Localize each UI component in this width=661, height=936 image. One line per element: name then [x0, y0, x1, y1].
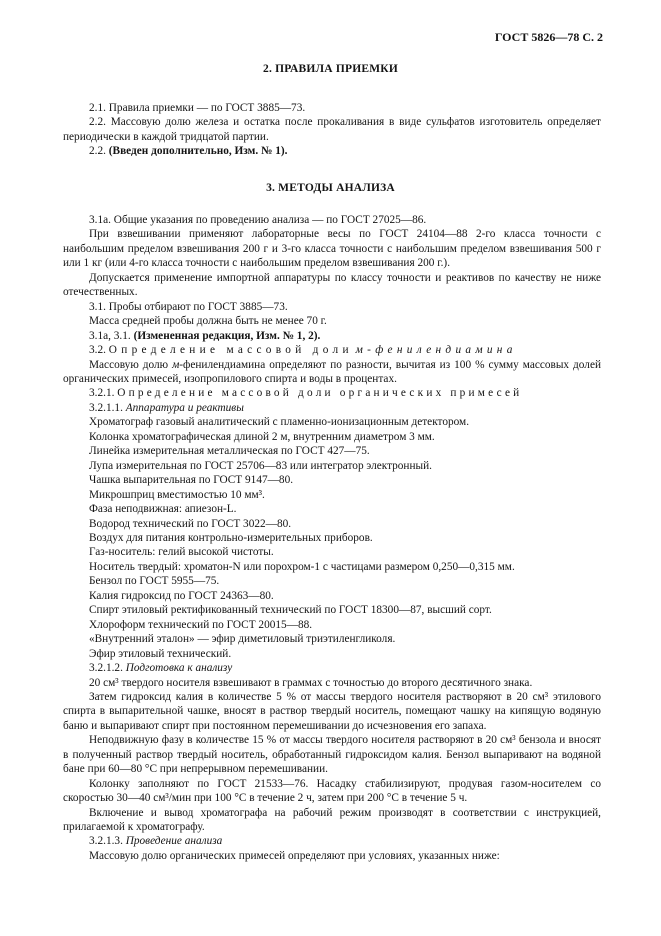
- paragraph-weighing: При взвешивании применяют лабораторные весы по ГОСТ 24104—88 2-го класса точности с наибольшим пределом взвешивания 200 г и 3-го класса точности с наибольшим пределом взвешивания 500 г или 1 кг (или 4-го класса точности с наибольшим пределом взвешивания 200 г.).: [63, 228, 601, 270]
- equipment-item: «Внутренний эталон» — эфир диметиловый триэтиленгликоля.: [89, 633, 396, 646]
- equipment-item: Водород технический по ГОСТ 3022—80.: [89, 517, 292, 530]
- paragraph-final: Массовую долю органических примесей определяют при условиях, указанных ниже:: [89, 849, 500, 862]
- heading-3-2-1-3: [63, 834, 601, 848]
- page-header: ГОСТ 5826—78 С. 2: [494, 30, 603, 44]
- heading-3-2: [63, 343, 601, 357]
- prep-paragraph: 20 см³ твердого носителя взвешивают в граммах с точностью до второго десятичного знака.: [89, 676, 533, 689]
- heading-3-2-1-number: 3.2.1.: [89, 387, 115, 400]
- heading-3-2-italic: м-фенилендиамина: [355, 344, 517, 357]
- equipment-item: Чашка выпарительная по ГОСТ 9147—80.: [89, 474, 294, 487]
- paragraph-sample-mass: Масса средней пробы должна быть не менее 70 г.: [89, 315, 327, 328]
- equipment-item: Спирт этиловый ректификованный технический по ГОСТ 18300—87, высший сорт.: [89, 604, 492, 617]
- paragraph-revision-note: [63, 329, 601, 343]
- calc-italic-m: м: [172, 358, 180, 371]
- equipment-item: Линейка измерительная металлическая по ГОСТ 427—75.: [89, 445, 370, 458]
- equipment-item: Газ-носитель: гелий высокой чистоты.: [89, 546, 274, 559]
- section-2-title: 2. ПРАВИЛА ПРИЕМКИ: [263, 63, 398, 75]
- heading-3-2-1: [63, 386, 601, 400]
- equipment-item: Бензол по ГОСТ 5955—75.: [89, 575, 220, 588]
- heading-3-2-number: 3.2.: [89, 344, 106, 357]
- equipment-item: Воздух для питания контрольно-измерительных приборов.: [89, 531, 373, 544]
- heading-3-2-1-1: [63, 401, 601, 415]
- paragraph-3-1a: 3.1а. Общие указания по проведению анализа — по ГОСТ 27025—86.: [89, 214, 427, 226]
- note-number: 2.2.: [89, 145, 106, 158]
- heading-3-2-1-2-number: 3.2.1.2.: [89, 662, 123, 675]
- equipment-item: Колонка хроматографическая длиной 2 м, внутренним диаметром 3 мм.: [89, 430, 435, 443]
- section-3-title: 3. МЕТОДЫ АНАЛИЗА: [266, 182, 395, 194]
- section-2-body: [63, 101, 601, 159]
- heading-3-2-1-1-number: 3.2.1.1.: [89, 401, 123, 414]
- paragraph-3-1: 3.1. Пробы отбирают по ГОСТ 3885—73.: [89, 300, 288, 313]
- section-3-body: [63, 213, 601, 863]
- heading-3-2-1-2: [63, 661, 601, 675]
- note-text: (Введен дополнительно, Изм. № 1).: [108, 145, 288, 158]
- prep-paragraph: Неподвижную фазу в количестве 15 % от массы твердого носителя растворяют в 20 см³ бензола и вносят в полученный раствор твердый носитель, обработанный гидроксидом калия. Бензол выпаривают на водяной бане при 60—80 °С при непрерывном перемешивании.: [63, 734, 601, 776]
- calc-text-b: -фенилендиамина определяют по разности, вычитая из 100 % сумму массовых долей органических примесей, изопропилового спирта и воды в процентах.: [63, 358, 602, 385]
- equipment-item: Лупа измерительная по ГОСТ 25706—83 или интегратор электронный.: [89, 459, 432, 472]
- equipment-item: Калия гидроксид по ГОСТ 24363—80.: [89, 589, 274, 602]
- calc-text-a: Массовую долю: [89, 358, 169, 371]
- revision-text: (Измененная редакция, Изм. № 1, 2).: [133, 329, 321, 342]
- paragraph-2-2: 2.2. Массовую долю железа и остатка после прокаливания в виде сульфатов изготовитель определяет периодически в каждой тридцатой партии.: [63, 116, 601, 143]
- prep-paragraph: Колонку заполняют по ГОСТ 21533—76. Насадку стабилизируют, продувая газом-носителем со скоростью 30—40 см³/мин при 100 °С в течение 2 ч, затем при 200 °С в течение 5 ч.: [63, 777, 601, 805]
- equipment-item: Хлороформ технический по ГОСТ 20015—88.: [89, 618, 313, 631]
- equipment-item: Носитель твердый: хроматон-N или порохром-1 с частицами размером 0,250—0,315 мм.: [89, 560, 515, 573]
- equipment-item: Эфир этиловый технический.: [89, 647, 232, 660]
- heading-3-2-1-3-title: Проведение анализа: [125, 835, 223, 848]
- revision-number: 3.1а, 3.1.: [89, 329, 131, 342]
- equipment-item: Микрошприц вместимостью 10 мм³.: [89, 488, 265, 501]
- prep-paragraph: Включение и вывод хроматографа на рабочий режим производят в соответствии с инструкцией, прилагаемой к хроматографу.: [63, 806, 601, 834]
- paragraph-import: Допускается применение импортной аппаратуры по классу точности и реактивов по качеству не ниже отечественных.: [63, 271, 601, 299]
- equipment-item: Фаза неподвижная: апиезон-L.: [89, 503, 237, 516]
- heading-3-2-spaced: Определение массовой доли: [108, 344, 353, 357]
- heading-3-2-1-2-title: Подготовка к анализу: [125, 662, 233, 675]
- paragraph-calculation: [63, 358, 601, 387]
- heading-3-2-1-3-number: 3.2.1.3.: [89, 835, 123, 848]
- equipment-item: Хроматограф газовый аналитический с пламенно-ионизационным детектором.: [89, 416, 470, 429]
- paragraph-2-1: 2.1. Правила приемки — по ГОСТ 3885—73.: [89, 102, 306, 114]
- prep-paragraph: Затем гидроксид калия в количестве 5 % от массы твердого носителя растворяют в 20 см³ этилового спирта в выпарительной чашке, вносят в раствор твердый носитель, помещают чашку на кипящую водяную баню и выпаривают спирт при постоянном перемешивании до исчезновения его запаха.: [63, 690, 601, 732]
- paragraph-2-2-note: [63, 144, 601, 158]
- heading-3-2-1-1-title: Аппаратура и реактивы: [125, 401, 244, 414]
- heading-3-2-1-spaced: Определение массовой доли органических примесей: [117, 387, 523, 400]
